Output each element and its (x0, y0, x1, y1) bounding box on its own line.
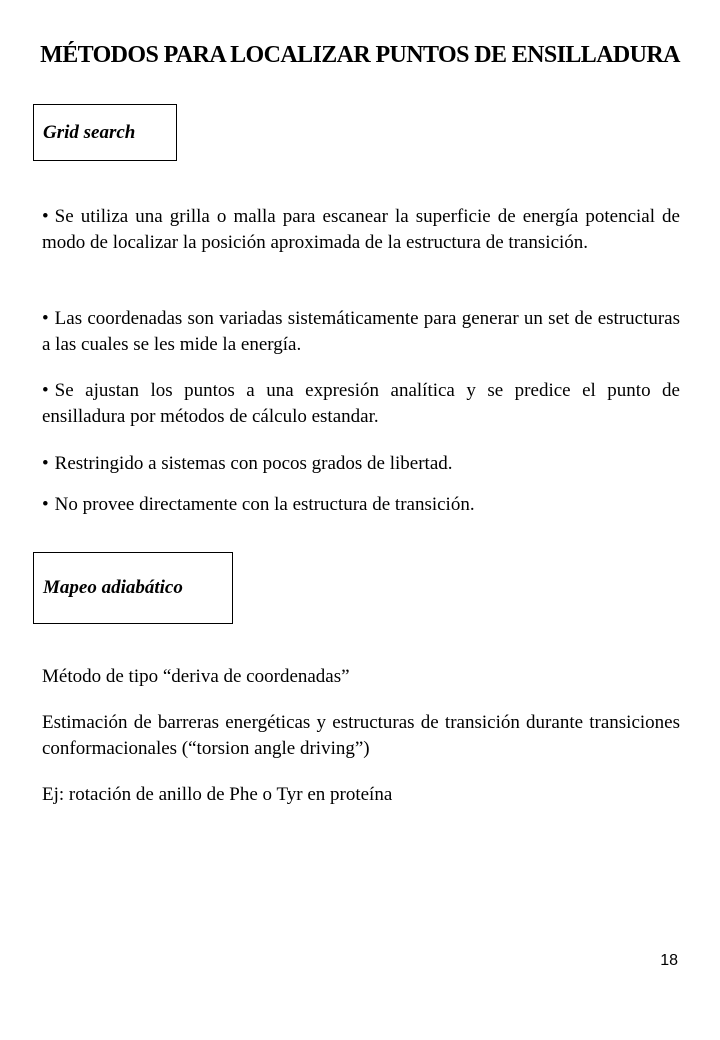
bullet-text: Se ajustan los puntos a una expresión analítica y se predice el punto de ensilladura por métodos de cálculo estandar. (42, 380, 680, 427)
bullet-icon: • (42, 380, 49, 401)
bullet-text: Las coordenadas son variadas sistemáticamente para generar un set de estructuras a las cuales se les mide la energía. (42, 308, 680, 355)
bullet-item (42, 204, 680, 256)
page-number: 18 (660, 952, 678, 969)
bullet-text: Se utiliza una grilla o malla para escanear la superficie de energía potencial de modo de localizar la posición aproximada de la estructura de transición. (42, 206, 680, 253)
bullet-text: No provee directamente con la estructura de transición. (54, 494, 475, 515)
bullet-item (42, 378, 680, 430)
paragraph: Estimación de barreras energéticas y estructuras de transición durante transiciones conformacionales (“torsion angle driving”) (42, 712, 680, 759)
paragraph: Método de tipo “deriva de coordenadas” (42, 666, 350, 687)
paragraph: Ej: rotación de anillo de Phe o Tyr en proteína (42, 784, 393, 805)
bullet-text: Restringido a sistemas con pocos grados de libertad. (54, 453, 453, 474)
section-heading-mapeo-adiabatico: Mapeo adiabático (33, 552, 233, 624)
bullet-icon: • (42, 494, 49, 515)
bullet-item (42, 492, 680, 518)
bullet-icon: • (42, 453, 49, 474)
bullet-icon: • (42, 206, 49, 227)
section-heading-grid-search: Grid search (33, 104, 177, 161)
bullet-icon: • (42, 308, 49, 329)
bullet-item (42, 306, 680, 358)
bullet-item (42, 451, 680, 477)
page-title: MÉTODOS PARA LOCALIZAR PUNTOS DE ENSILLADURA (40, 42, 680, 68)
